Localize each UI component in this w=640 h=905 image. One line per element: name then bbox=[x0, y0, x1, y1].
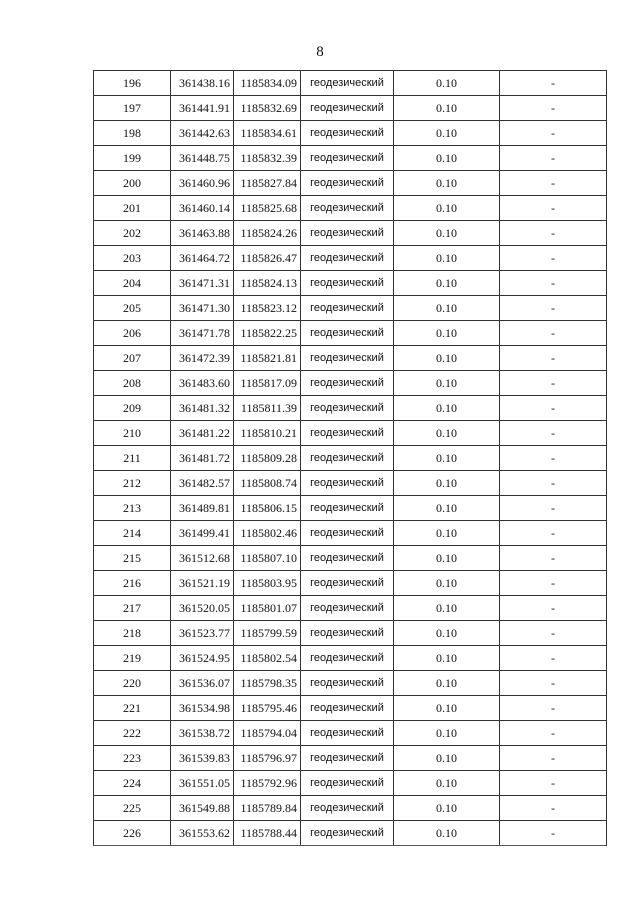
accuracy-cell: 0.10 bbox=[394, 671, 500, 696]
y-coordinate-cell: 1185834.09 bbox=[234, 71, 301, 96]
accuracy-cell: 0.10 bbox=[394, 196, 500, 221]
point-number-cell: 213 bbox=[94, 496, 171, 521]
x-coordinate-cell: 361483.60 bbox=[171, 371, 234, 396]
accuracy-cell: 0.10 bbox=[394, 771, 500, 796]
accuracy-cell: 0.10 bbox=[394, 646, 500, 671]
x-coordinate-cell: 361553.62 bbox=[171, 821, 234, 846]
method-cell: геодезический bbox=[301, 371, 394, 396]
y-coordinate-cell: 1185821.81 bbox=[234, 346, 301, 371]
x-coordinate-cell: 361464.72 bbox=[171, 246, 234, 271]
table-row bbox=[94, 446, 607, 471]
table-row bbox=[94, 646, 607, 671]
y-coordinate-cell: 1185832.39 bbox=[234, 146, 301, 171]
table-row bbox=[94, 271, 607, 296]
x-coordinate-cell: 361523.77 bbox=[171, 621, 234, 646]
point-number-cell: 205 bbox=[94, 296, 171, 321]
point-number-cell: 218 bbox=[94, 621, 171, 646]
method-cell: геодезический bbox=[301, 446, 394, 471]
table-row bbox=[94, 721, 607, 746]
y-coordinate-cell: 1185826.47 bbox=[234, 246, 301, 271]
x-coordinate-cell: 361471.30 bbox=[171, 296, 234, 321]
point-number-cell: 208 bbox=[94, 371, 171, 396]
table-row bbox=[94, 221, 607, 246]
accuracy-cell: 0.10 bbox=[394, 421, 500, 446]
note-cell: - bbox=[500, 571, 607, 596]
y-coordinate-cell: 1185808.74 bbox=[234, 471, 301, 496]
point-number-cell: 211 bbox=[94, 446, 171, 471]
method-cell: геодезический bbox=[301, 671, 394, 696]
note-cell: - bbox=[500, 546, 607, 571]
accuracy-cell: 0.10 bbox=[394, 596, 500, 621]
table-row bbox=[94, 171, 607, 196]
point-number-cell: 207 bbox=[94, 346, 171, 371]
method-cell: геодезический bbox=[301, 596, 394, 621]
note-cell: - bbox=[500, 171, 607, 196]
accuracy-cell: 0.10 bbox=[394, 696, 500, 721]
x-coordinate-cell: 361481.32 bbox=[171, 396, 234, 421]
method-cell: геодезический bbox=[301, 721, 394, 746]
x-coordinate-cell: 361448.75 bbox=[171, 146, 234, 171]
y-coordinate-cell: 1185788.44 bbox=[234, 821, 301, 846]
point-number-cell: 223 bbox=[94, 746, 171, 771]
method-cell: геодезический bbox=[301, 271, 394, 296]
accuracy-cell: 0.10 bbox=[394, 746, 500, 771]
method-cell: геодезический bbox=[301, 696, 394, 721]
x-coordinate-cell: 361521.19 bbox=[171, 571, 234, 596]
y-coordinate-cell: 1185809.28 bbox=[234, 446, 301, 471]
x-coordinate-cell: 361460.96 bbox=[171, 171, 234, 196]
y-coordinate-cell: 1185792.96 bbox=[234, 771, 301, 796]
method-cell: геодезический bbox=[301, 346, 394, 371]
point-number-cell: 221 bbox=[94, 696, 171, 721]
point-number-cell: 210 bbox=[94, 421, 171, 446]
y-coordinate-cell: 1185811.39 bbox=[234, 396, 301, 421]
table-row bbox=[94, 821, 607, 846]
method-cell: геодезический bbox=[301, 396, 394, 421]
note-cell: - bbox=[500, 696, 607, 721]
x-coordinate-cell: 361441.91 bbox=[171, 96, 234, 121]
note-cell: - bbox=[500, 596, 607, 621]
x-coordinate-cell: 361471.31 bbox=[171, 271, 234, 296]
table-row bbox=[94, 771, 607, 796]
table-row bbox=[94, 696, 607, 721]
note-cell: - bbox=[500, 371, 607, 396]
point-number-cell: 197 bbox=[94, 96, 171, 121]
table-row bbox=[94, 671, 607, 696]
accuracy-cell: 0.10 bbox=[394, 571, 500, 596]
y-coordinate-cell: 1185825.68 bbox=[234, 196, 301, 221]
table-bottom-edge bbox=[93, 845, 606, 846]
table-row bbox=[94, 121, 607, 146]
coordinates-table bbox=[93, 70, 607, 846]
table-row bbox=[94, 296, 607, 321]
x-coordinate-cell: 361534.98 bbox=[171, 696, 234, 721]
y-coordinate-cell: 1185832.69 bbox=[234, 96, 301, 121]
note-cell: - bbox=[500, 771, 607, 796]
x-coordinate-cell: 361472.39 bbox=[171, 346, 234, 371]
table-row bbox=[94, 596, 607, 621]
accuracy-cell: 0.10 bbox=[394, 321, 500, 346]
x-coordinate-cell: 361482.57 bbox=[171, 471, 234, 496]
accuracy-cell: 0.10 bbox=[394, 121, 500, 146]
x-coordinate-cell: 361442.63 bbox=[171, 121, 234, 146]
point-number-cell: 214 bbox=[94, 521, 171, 546]
note-cell: - bbox=[500, 671, 607, 696]
x-coordinate-cell: 361549.88 bbox=[171, 796, 234, 821]
x-coordinate-cell: 361489.81 bbox=[171, 496, 234, 521]
method-cell: геодезический bbox=[301, 521, 394, 546]
x-coordinate-cell: 361471.78 bbox=[171, 321, 234, 346]
point-number-cell: 199 bbox=[94, 146, 171, 171]
accuracy-cell: 0.10 bbox=[394, 521, 500, 546]
x-coordinate-cell: 361551.05 bbox=[171, 771, 234, 796]
method-cell: геодезический bbox=[301, 621, 394, 646]
accuracy-cell: 0.10 bbox=[394, 821, 500, 846]
method-cell: геодезический bbox=[301, 71, 394, 96]
point-number-cell: 219 bbox=[94, 646, 171, 671]
x-coordinate-cell: 361463.88 bbox=[171, 221, 234, 246]
method-cell: геодезический bbox=[301, 96, 394, 121]
note-cell: - bbox=[500, 271, 607, 296]
method-cell: геодезический bbox=[301, 321, 394, 346]
point-number-cell: 204 bbox=[94, 271, 171, 296]
y-coordinate-cell: 1185796.97 bbox=[234, 746, 301, 771]
accuracy-cell: 0.10 bbox=[394, 796, 500, 821]
note-cell: - bbox=[500, 796, 607, 821]
y-coordinate-cell: 1185802.46 bbox=[234, 521, 301, 546]
table-row bbox=[94, 546, 607, 571]
accuracy-cell: 0.10 bbox=[394, 246, 500, 271]
accuracy-cell: 0.10 bbox=[394, 496, 500, 521]
table-row bbox=[94, 421, 607, 446]
coordinates-table-body bbox=[94, 71, 607, 846]
x-coordinate-cell: 361539.83 bbox=[171, 746, 234, 771]
y-coordinate-cell: 1185827.84 bbox=[234, 171, 301, 196]
note-cell: - bbox=[500, 646, 607, 671]
y-coordinate-cell: 1185822.25 bbox=[234, 321, 301, 346]
point-number-cell: 215 bbox=[94, 546, 171, 571]
y-coordinate-cell: 1185794.04 bbox=[234, 721, 301, 746]
note-cell: - bbox=[500, 196, 607, 221]
point-number-cell: 222 bbox=[94, 721, 171, 746]
note-cell: - bbox=[500, 471, 607, 496]
table-row bbox=[94, 796, 607, 821]
method-cell: геодезический bbox=[301, 771, 394, 796]
accuracy-cell: 0.10 bbox=[394, 171, 500, 196]
note-cell: - bbox=[500, 396, 607, 421]
note-cell: - bbox=[500, 96, 607, 121]
y-coordinate-cell: 1185807.10 bbox=[234, 546, 301, 571]
y-coordinate-cell: 1185824.26 bbox=[234, 221, 301, 246]
method-cell: геодезический bbox=[301, 821, 394, 846]
method-cell: геодезический bbox=[301, 121, 394, 146]
accuracy-cell: 0.10 bbox=[394, 396, 500, 421]
x-coordinate-cell: 361481.22 bbox=[171, 421, 234, 446]
table-row bbox=[94, 371, 607, 396]
point-number-cell: 209 bbox=[94, 396, 171, 421]
accuracy-cell: 0.10 bbox=[394, 296, 500, 321]
method-cell: геодезический bbox=[301, 246, 394, 271]
y-coordinate-cell: 1185789.84 bbox=[234, 796, 301, 821]
note-cell: - bbox=[500, 496, 607, 521]
accuracy-cell: 0.10 bbox=[394, 96, 500, 121]
table-row bbox=[94, 346, 607, 371]
y-coordinate-cell: 1185834.61 bbox=[234, 121, 301, 146]
note-cell: - bbox=[500, 621, 607, 646]
table-row bbox=[94, 571, 607, 596]
method-cell: геодезический bbox=[301, 421, 394, 446]
note-cell: - bbox=[500, 321, 607, 346]
method-cell: геодезический bbox=[301, 196, 394, 221]
x-coordinate-cell: 361524.95 bbox=[171, 646, 234, 671]
note-cell: - bbox=[500, 821, 607, 846]
note-cell: - bbox=[500, 146, 607, 171]
note-cell: - bbox=[500, 446, 607, 471]
method-cell: геодезический bbox=[301, 296, 394, 321]
y-coordinate-cell: 1185802.54 bbox=[234, 646, 301, 671]
table-row bbox=[94, 96, 607, 121]
point-number-cell: 226 bbox=[94, 821, 171, 846]
accuracy-cell: 0.10 bbox=[394, 221, 500, 246]
accuracy-cell: 0.10 bbox=[394, 271, 500, 296]
point-number-cell: 216 bbox=[94, 571, 171, 596]
y-coordinate-cell: 1185806.15 bbox=[234, 496, 301, 521]
accuracy-cell: 0.10 bbox=[394, 546, 500, 571]
page-number: 8 bbox=[316, 44, 324, 60]
y-coordinate-cell: 1185801.07 bbox=[234, 596, 301, 621]
method-cell: геодезический bbox=[301, 571, 394, 596]
table-row bbox=[94, 621, 607, 646]
method-cell: геодезический bbox=[301, 221, 394, 246]
note-cell: - bbox=[500, 746, 607, 771]
y-coordinate-cell: 1185795.46 bbox=[234, 696, 301, 721]
x-coordinate-cell: 361438.16 bbox=[171, 71, 234, 96]
y-coordinate-cell: 1185810.21 bbox=[234, 421, 301, 446]
y-coordinate-cell: 1185798.35 bbox=[234, 671, 301, 696]
note-cell: - bbox=[500, 421, 607, 446]
x-coordinate-cell: 361481.72 bbox=[171, 446, 234, 471]
point-number-cell: 201 bbox=[94, 196, 171, 221]
y-coordinate-cell: 1185824.13 bbox=[234, 271, 301, 296]
y-coordinate-cell: 1185817.09 bbox=[234, 371, 301, 396]
note-cell: - bbox=[500, 521, 607, 546]
point-number-cell: 198 bbox=[94, 121, 171, 146]
method-cell: геодезический bbox=[301, 746, 394, 771]
table-row bbox=[94, 71, 607, 96]
accuracy-cell: 0.10 bbox=[394, 371, 500, 396]
y-coordinate-cell: 1185803.95 bbox=[234, 571, 301, 596]
accuracy-cell: 0.10 bbox=[394, 346, 500, 371]
table-row bbox=[94, 146, 607, 171]
table-row bbox=[94, 246, 607, 271]
point-number-cell: 206 bbox=[94, 321, 171, 346]
table-row bbox=[94, 746, 607, 771]
table-row bbox=[94, 196, 607, 221]
x-coordinate-cell: 361512.68 bbox=[171, 546, 234, 571]
note-cell: - bbox=[500, 346, 607, 371]
method-cell: геодезический bbox=[301, 146, 394, 171]
y-coordinate-cell: 1185823.12 bbox=[234, 296, 301, 321]
accuracy-cell: 0.10 bbox=[394, 146, 500, 171]
note-cell: - bbox=[500, 71, 607, 96]
note-cell: - bbox=[500, 246, 607, 271]
y-coordinate-cell: 1185799.59 bbox=[234, 621, 301, 646]
point-number-cell: 196 bbox=[94, 71, 171, 96]
accuracy-cell: 0.10 bbox=[394, 446, 500, 471]
point-number-cell: 224 bbox=[94, 771, 171, 796]
point-number-cell: 202 bbox=[94, 221, 171, 246]
table-row bbox=[94, 471, 607, 496]
point-number-cell: 212 bbox=[94, 471, 171, 496]
accuracy-cell: 0.10 bbox=[394, 721, 500, 746]
method-cell: геодезический bbox=[301, 796, 394, 821]
point-number-cell: 203 bbox=[94, 246, 171, 271]
x-coordinate-cell: 361520.05 bbox=[171, 596, 234, 621]
x-coordinate-cell: 361460.14 bbox=[171, 196, 234, 221]
method-cell: геодезический bbox=[301, 546, 394, 571]
accuracy-cell: 0.10 bbox=[394, 471, 500, 496]
accuracy-cell: 0.10 bbox=[394, 621, 500, 646]
x-coordinate-cell: 361538.72 bbox=[171, 721, 234, 746]
note-cell: - bbox=[500, 721, 607, 746]
x-coordinate-cell: 361536.07 bbox=[171, 671, 234, 696]
method-cell: геодезический bbox=[301, 646, 394, 671]
table-row bbox=[94, 396, 607, 421]
note-cell: - bbox=[500, 221, 607, 246]
x-coordinate-cell: 361499.41 bbox=[171, 521, 234, 546]
method-cell: геодезический bbox=[301, 171, 394, 196]
point-number-cell: 220 bbox=[94, 671, 171, 696]
point-number-cell: 225 bbox=[94, 796, 171, 821]
point-number-cell: 200 bbox=[94, 171, 171, 196]
note-cell: - bbox=[500, 121, 607, 146]
table-row bbox=[94, 321, 607, 346]
table-row bbox=[94, 496, 607, 521]
accuracy-cell: 0.10 bbox=[394, 71, 500, 96]
table-row bbox=[94, 521, 607, 546]
method-cell: геодезический bbox=[301, 471, 394, 496]
method-cell: геодезический bbox=[301, 496, 394, 521]
note-cell: - bbox=[500, 296, 607, 321]
point-number-cell: 217 bbox=[94, 596, 171, 621]
